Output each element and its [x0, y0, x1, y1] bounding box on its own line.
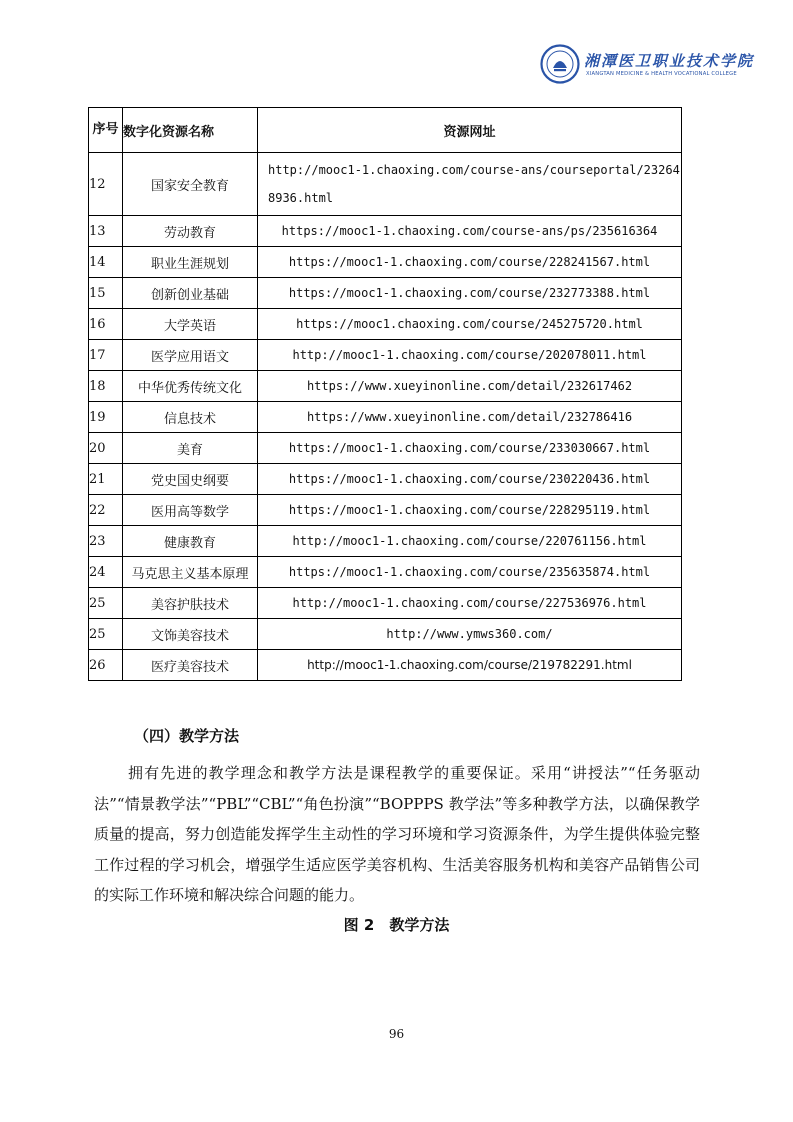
resource-name: 职业生涯规划	[123, 247, 258, 278]
resource-name: 文饰美容技术	[123, 619, 258, 650]
table-row	[89, 650, 682, 681]
figure-caption: 图 2 教学方法	[343, 916, 450, 934]
resource-name: 美育	[123, 433, 258, 464]
row-number: 26	[89, 650, 123, 681]
digital-resource-table	[88, 107, 682, 681]
table-row	[89, 588, 682, 619]
logo-english-name: XIANGTAN MEDICINE & HEALTH VOCATIONAL COLLEGE	[586, 71, 737, 77]
table-row	[89, 216, 682, 247]
resource-url-link[interactable]: https://mooc1-1.chaoxing.com/course/228241567.html	[258, 247, 682, 278]
row-number: 21	[89, 464, 123, 495]
resource-name: 创新创业基础	[123, 278, 258, 309]
table-row	[89, 495, 682, 526]
resource-name: 医疗美容技术	[123, 650, 258, 681]
logo-chinese-name: 湘潭医卫职业技术学院	[584, 52, 755, 70]
table-row	[89, 340, 682, 371]
resource-name: 马克思主义基本原理	[123, 557, 258, 588]
resource-name: 美容护肤技术	[123, 588, 258, 619]
college-emblem-icon	[540, 44, 580, 84]
resource-url-link[interactable]: https://mooc1-1.chaoxing.com/course/232773388.html	[258, 278, 682, 309]
row-number: 14	[89, 247, 123, 278]
table-header-row	[89, 108, 682, 153]
resource-name: 国家安全教育	[123, 153, 258, 216]
row-number: 15	[89, 278, 123, 309]
resource-url-link[interactable]: https://www.xueyinonline.com/detail/232617462	[258, 371, 682, 402]
table-row	[89, 526, 682, 557]
table-row	[89, 464, 682, 495]
table-row	[89, 153, 682, 216]
resource-name: 医学应用语文	[123, 340, 258, 371]
resource-name: 党史国史纲要	[123, 464, 258, 495]
resource-name: 中华优秀传统文化	[123, 371, 258, 402]
row-number: 24	[89, 557, 123, 588]
resource-url-link[interactable]: http://mooc1-1.chaoxing.com/course/219782291.html	[258, 650, 682, 681]
resource-name: 大学英语	[123, 309, 258, 340]
resource-name: 劳动教育	[123, 216, 258, 247]
row-number: 25	[89, 619, 123, 650]
resource-url-link[interactable]: https://mooc1.chaoxing.com/course/245275720.html	[258, 309, 682, 340]
resource-url-link[interactable]: http://mooc1-1.chaoxing.com/course/202078011.html	[258, 340, 682, 371]
row-number: 12	[89, 153, 123, 216]
row-number: 20	[89, 433, 123, 464]
resource-url-link[interactable]: https://mooc1-1.chaoxing.com/course/228295119.html	[258, 495, 682, 526]
row-number: 25	[89, 588, 123, 619]
row-number: 16	[89, 309, 123, 340]
table-row	[89, 309, 682, 340]
table-row	[89, 278, 682, 309]
row-number: 13	[89, 216, 123, 247]
row-number: 19	[89, 402, 123, 433]
table-row	[89, 371, 682, 402]
college-logo	[540, 44, 755, 88]
row-number: 23	[89, 526, 123, 557]
table-row	[89, 557, 682, 588]
resource-name: 医用高等数学	[123, 495, 258, 526]
resource-name: 信息技术	[123, 402, 258, 433]
row-number: 22	[89, 495, 123, 526]
resource-url-link[interactable]: http://mooc1-1.chaoxing.com/course/227536976.html	[258, 588, 682, 619]
section-heading: （四）教学方法	[134, 727, 240, 745]
resource-url-link[interactable]: https://www.xueyinonline.com/detail/232786416	[258, 402, 682, 433]
resource-name: 健康教育	[123, 526, 258, 557]
resource-url-link[interactable]: https://mooc1-1.chaoxing.com/course/233030667.html	[258, 433, 682, 464]
table-row	[89, 619, 682, 650]
resource-url-link[interactable]: https://mooc1-1.chaoxing.com/course-ans/ps/235616364	[258, 216, 682, 247]
section-paragraph: 拥有先进的教学理念和教学方法是课程教学的重要保证。采用“讲授法”“任务驱动法”“情景教学法”“PBL”“CBL”“角色扮演”“BOPPPS 教学法”等多种教学方法，以确保教学质量的提高，努力创造能发挥学生主动性的学习环境和学习资源条件，为学生提供体验完整工作过程的学习机会，增强学生适应医学美容机构、生活美容服务机构和美容产品销售公司的实际工作环境和解决综合问题的能力。	[94, 764, 700, 904]
header-resource-name: 数字化资源名称	[123, 108, 258, 153]
header-serial-number: 序号	[89, 108, 123, 153]
resource-url-link[interactable]: https://mooc1-1.chaoxing.com/course/235635874.html	[258, 557, 682, 588]
resource-url-link[interactable]: http://mooc1-1.chaoxing.com/course-ans/courseportal/232648936.html	[258, 153, 682, 216]
table-row	[89, 402, 682, 433]
row-number: 18	[89, 371, 123, 402]
header-resource-url: 资源网址	[258, 108, 682, 153]
table-row	[89, 433, 682, 464]
resource-url-link[interactable]: https://mooc1-1.chaoxing.com/course/230220436.html	[258, 464, 682, 495]
resource-url-link[interactable]: http://www.ymws360.com/	[258, 619, 682, 650]
page-number: 96	[388, 1027, 405, 1041]
resource-url-link[interactable]: http://mooc1-1.chaoxing.com/course/220761156.html	[258, 526, 682, 557]
row-number: 17	[89, 340, 123, 371]
table-row	[89, 247, 682, 278]
